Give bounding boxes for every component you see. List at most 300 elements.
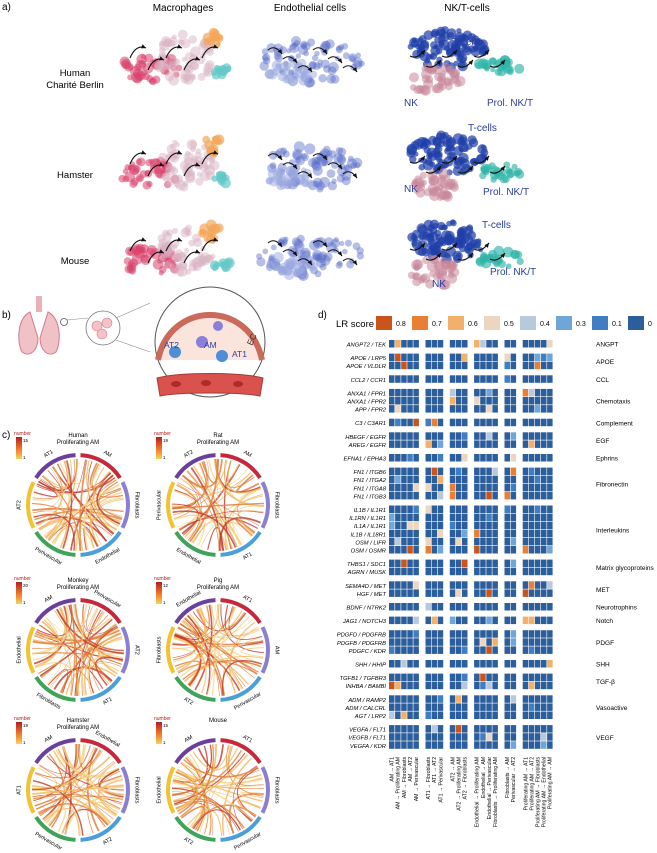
heatmap-cell (541, 354, 547, 362)
chord-segment-label: Endothelial (175, 589, 203, 609)
heatmap-cell (492, 568, 498, 576)
heatmap-cell (547, 646, 553, 654)
heatmap-cell (474, 397, 480, 405)
heatmap-cell (450, 492, 456, 500)
heatmap-cell (474, 514, 480, 522)
heatmap-cell (541, 733, 547, 741)
umap-cell (136, 71, 146, 81)
heatmap-cell (474, 695, 480, 703)
heatmap-cell (450, 514, 456, 522)
legend-swatch (556, 316, 572, 330)
heatmap-cell (480, 405, 486, 413)
heatmap-cell (505, 660, 511, 668)
heatmap-cell (450, 725, 456, 733)
heatmap-cell (492, 468, 498, 476)
heatmap-cell (395, 638, 401, 646)
heatmap-cell (426, 560, 432, 568)
heatmap-column-label: AT1 → Perivascular (438, 756, 445, 803)
heatmap-cell (486, 725, 492, 733)
heatmap-cell (505, 674, 511, 682)
heatmap-cell (480, 454, 486, 462)
heatmap-cell (432, 703, 438, 711)
heatmap-cell (480, 530, 486, 538)
heatmap-cell (511, 630, 516, 638)
heatmap-cell (480, 646, 486, 654)
heatmap-cell (389, 560, 395, 568)
heatmap-cell (535, 741, 541, 749)
heatmap-cell (389, 725, 395, 733)
umap-cell (312, 161, 322, 171)
column-header-nkt: NK/T-cells (444, 3, 490, 14)
heatmap-column-label: AT1 → AT2 (432, 756, 439, 783)
umap-cell (195, 178, 203, 186)
heatmap-cell (511, 530, 516, 538)
heatmap-cell (426, 522, 432, 530)
chord-segment-label: Fibroblasts (156, 636, 163, 664)
heatmap-cell (462, 568, 468, 576)
heatmap-cell (432, 660, 438, 668)
umap-cell (517, 258, 524, 265)
heatmap-cell (505, 354, 511, 362)
heatmap-cell (389, 546, 395, 554)
heatmap-cell (407, 362, 413, 370)
heatmap-cell (541, 484, 547, 492)
heatmap-cell (547, 546, 553, 554)
umap-cell (430, 220, 439, 229)
heatmap-cell (486, 603, 492, 611)
umap-cell (164, 39, 172, 47)
umap-cell (165, 72, 174, 81)
heatmap-cell (395, 522, 401, 530)
lr-pair-label: VEGFB / FLT1 (348, 735, 386, 742)
umap-cell (512, 164, 518, 170)
heatmap-cell (492, 454, 498, 462)
heatmap-cell (413, 630, 419, 638)
heatmap-cell (486, 630, 492, 638)
heatmap-cell (529, 522, 535, 530)
lr-pair-label: FN1 / ITGA8 (353, 486, 386, 493)
heatmap-cell (432, 560, 438, 568)
heatmap-cell (395, 589, 401, 597)
chord-subtitle: Proliferating AM (56, 440, 100, 446)
number-colorbar (156, 582, 162, 604)
chord-segment-label: AT2 (102, 836, 114, 847)
heatmap-cell (547, 484, 553, 492)
lr-group-label: Chemotaxis (596, 398, 631, 406)
heatmap-cell (529, 454, 535, 462)
heatmap-cell (492, 581, 498, 589)
heatmap-cell (541, 630, 547, 638)
heatmap-cell (505, 506, 511, 514)
heatmap-cell (535, 695, 541, 703)
heatmap-cell (462, 617, 468, 625)
number-colorbar (156, 722, 162, 744)
heatmap-cell (523, 397, 529, 405)
umap-cell (143, 181, 152, 190)
heatmap-cell (480, 419, 486, 427)
heatmap-cell (462, 589, 468, 597)
heatmap-cell (456, 476, 462, 484)
heatmap-cell (462, 741, 468, 749)
heatmap-cell (462, 454, 468, 462)
heatmap-cell (480, 492, 486, 500)
heatmap-cell (511, 581, 516, 589)
heatmap-cell (480, 674, 486, 682)
heatmap-cell (523, 617, 529, 625)
heatmap-cell (535, 397, 541, 405)
heatmap-cell (450, 476, 456, 484)
heatmap-cell (438, 432, 444, 440)
heatmap-cell (401, 617, 407, 625)
heatmap-cell (426, 538, 432, 546)
heatmap-cell (426, 630, 432, 638)
lr-pair-label: ADM / CALCRL (345, 705, 386, 712)
umap-cell (349, 55, 356, 62)
umap-cell (408, 44, 414, 50)
umap-cell (124, 62, 133, 71)
heatmap-cell (462, 419, 468, 427)
heatmap-cell (401, 389, 407, 397)
umap-cell (294, 141, 305, 152)
heatmap-cell (395, 530, 401, 538)
lr-pair-label: SHH / HHIP (355, 662, 386, 669)
heatmap-cell (486, 492, 492, 500)
umap-cell (123, 168, 129, 174)
chord-segment-label: AT2 (16, 500, 23, 510)
heatmap-cell (426, 468, 432, 476)
heatmap-cell (541, 454, 547, 462)
heatmap-cell (450, 617, 456, 625)
heatmap-cell (541, 638, 547, 646)
heatmap-cell (462, 405, 468, 413)
colorbar-min: 1 (23, 740, 26, 745)
heatmap-cell (389, 630, 395, 638)
heatmap-cell (505, 603, 511, 611)
heatmap-cell (401, 514, 407, 522)
heatmap-cell (492, 682, 498, 690)
heatmap-cell (426, 546, 432, 554)
heatmap-cell (511, 568, 516, 576)
heatmap-cell (529, 660, 535, 668)
heatmap-cell (389, 589, 395, 597)
heatmap-cell (523, 603, 529, 611)
heatmap-cell (432, 468, 438, 476)
heatmap-cell (407, 674, 413, 682)
heatmap-cell (541, 695, 547, 703)
heatmap-cell (535, 405, 541, 413)
heatmap-cell (541, 560, 547, 568)
heatmap-cell (535, 733, 541, 741)
heatmap-cell (432, 733, 438, 741)
heatmap-cell (523, 733, 529, 741)
chord-segment-label: AT1 (241, 734, 253, 745)
heatmap-cell (407, 638, 413, 646)
heatmap-cell (535, 546, 541, 554)
lr-pair-label: IL1B / IL1R1 (353, 508, 386, 514)
heatmap-cell (389, 674, 395, 682)
heatmap-cell (492, 405, 498, 413)
heatmap-cell (456, 725, 462, 733)
heatmap-cell (432, 741, 438, 749)
heatmap-cell (505, 340, 511, 348)
heatmap-cell (462, 440, 468, 448)
heatmap-cell (523, 646, 529, 654)
heatmap-cell (401, 695, 407, 703)
heatmap-cell (535, 638, 541, 646)
chord-link (212, 604, 215, 695)
heatmap-cell (511, 741, 516, 749)
heatmap-cell (523, 660, 529, 668)
chord-segment-label: Endothelial (16, 636, 23, 664)
chord-segment (168, 627, 174, 673)
umap-cell (318, 251, 327, 260)
heatmap-cell (541, 546, 547, 554)
chord-segment-label: Perivascular (33, 831, 63, 852)
heatmap-cell (474, 375, 480, 383)
heatmap-cell (529, 589, 535, 597)
heatmap-cell (474, 638, 480, 646)
heatmap-cell (389, 712, 395, 720)
heatmap-cell (480, 340, 486, 348)
lr-pair-label: AREG / EGFR (348, 442, 386, 449)
heatmap-cell (438, 568, 444, 576)
chord-title: Monkey (67, 578, 89, 584)
lr-pair-label: HGF / MET (356, 591, 386, 598)
heatmap-cell (438, 476, 444, 484)
umap-cell (322, 41, 330, 49)
umap-cell (459, 239, 467, 247)
row-label-hamster: Hamster (57, 170, 93, 181)
row-label-mouse: Mouse (60, 256, 90, 267)
heatmap-cell (450, 484, 456, 492)
umap-cell (155, 62, 163, 70)
heatmap-cell (511, 646, 516, 654)
row-label-human-2: Charité Berlin (46, 80, 104, 91)
heatmap-cell (395, 741, 401, 749)
heatmap-cell (413, 603, 419, 611)
heatmap-cell (438, 538, 444, 546)
heatmap-cell (529, 389, 535, 397)
umap-cell (312, 55, 318, 61)
heatmap-cell (474, 646, 480, 654)
heatmap-cell (456, 603, 462, 611)
heatmap-cell (492, 630, 498, 638)
heatmap-cell (541, 725, 547, 733)
heatmap-cell (401, 589, 407, 597)
heatmap-cell (407, 397, 413, 405)
heatmap-column-label: AM → Fibroblasts (401, 756, 408, 799)
heatmap-cell (511, 419, 516, 427)
umap-cell (273, 252, 284, 263)
heatmap-cell (541, 375, 547, 383)
heatmap-cell (456, 712, 462, 720)
heatmap-cell (505, 725, 511, 733)
heatmap-cell (505, 546, 511, 554)
heatmap-cell (462, 397, 468, 405)
heatmap-cell (535, 375, 541, 383)
lr-score-title: LR score (336, 319, 375, 330)
heatmap-cell (426, 405, 432, 413)
heatmap-cell (413, 432, 419, 440)
heatmap-cell (389, 733, 395, 741)
lr-pair-label: APOE / LRP5 (350, 356, 386, 363)
heatmap-cell (426, 638, 432, 646)
heatmap-cell (456, 389, 462, 397)
heatmap-cell (547, 492, 553, 500)
umap-cell (431, 30, 438, 37)
number-label: number (154, 576, 171, 582)
heatmap-cell (535, 522, 541, 530)
heatmap-cell (511, 522, 516, 530)
heatmap-cell (438, 741, 444, 749)
umap-cell (178, 30, 188, 40)
heatmap-cell (432, 340, 438, 348)
umap-cell (216, 171, 225, 180)
heatmap-cell (511, 603, 516, 611)
heatmap-cell (474, 530, 480, 538)
umap-cell (441, 251, 448, 258)
column-header-macrophages: Macrophages (152, 3, 214, 14)
heatmap-cell (474, 546, 480, 554)
lr-pair-label: JAG1 / NOTCH3 (342, 619, 386, 626)
heatmap-cell (389, 405, 395, 413)
heatmap-cell (426, 646, 432, 654)
lr-group-label: ANGPT (596, 341, 619, 349)
lr-pair-label: ANXA1 / FPR2 (347, 399, 386, 406)
heatmap-cell (395, 546, 401, 554)
heatmap-cell (486, 695, 492, 703)
number-label: number (154, 716, 171, 722)
heatmap-cell (505, 538, 511, 546)
heatmap-column-label: Proliferating AM → Fibroblasts (535, 756, 542, 827)
heatmap-cell (389, 397, 395, 405)
heatmap-cell (547, 617, 553, 625)
heatmap-cell (486, 354, 492, 362)
heatmap-cell (486, 589, 492, 597)
heatmap-cell (413, 682, 419, 690)
umap-cell (129, 161, 135, 167)
heatmap-cell (529, 530, 535, 538)
heatmap-cell (438, 375, 444, 383)
lr-pair-label: AGT / LRP2 (354, 714, 386, 720)
umap-cell (439, 192, 447, 200)
lr-pair-label: APOE / VLDLR (346, 364, 386, 371)
heatmap-cell (407, 568, 413, 576)
heatmap-cell (450, 419, 456, 427)
umap-cell (209, 159, 215, 165)
heatmap-cell (407, 617, 413, 625)
heatmap-cell (535, 560, 541, 568)
umap-cell (271, 245, 277, 251)
heatmap-cell (492, 514, 498, 522)
heatmap-cell (389, 484, 395, 492)
lung-schematic (19, 287, 265, 397)
umap-cell (449, 181, 456, 188)
umap-cell (185, 173, 195, 183)
heatmap-cell (505, 492, 511, 500)
lr-group-label: CCL (596, 376, 610, 384)
heatmap-cell (450, 506, 456, 514)
heatmap-cell (541, 440, 547, 448)
umap-cell (469, 239, 477, 247)
umap-cell (437, 41, 444, 48)
lr-pair-label: IL1B / IL18R1 (350, 532, 386, 539)
heatmap-cell (547, 397, 553, 405)
umap-cell (267, 69, 278, 80)
heatmap-cell (523, 468, 529, 476)
lr-pair-label: C3 / C3AR1 (355, 421, 386, 428)
umap-cell (304, 143, 315, 154)
chord-subtitle: Proliferating AM (196, 440, 240, 446)
umap-cell (490, 170, 500, 180)
heatmap-cell (547, 638, 553, 646)
heatmap-cell (547, 703, 553, 711)
heatmap-cell (492, 712, 498, 720)
heatmap-cell (547, 695, 553, 703)
heatmap-cell (474, 440, 480, 448)
heatmap-cell (523, 546, 529, 554)
heatmap-cell (462, 546, 468, 554)
heatmap-cell (480, 660, 486, 668)
legend-swatch (520, 316, 536, 330)
heatmap-cell (395, 646, 401, 654)
colorbar-min: 1 (163, 455, 166, 460)
heatmap-cell (474, 603, 480, 611)
lr-group-label: Interleukins (596, 527, 630, 535)
heatmap-column-label: Proliferating AM → AM (547, 756, 554, 810)
chord-title: Human (68, 433, 88, 439)
heatmap-cell (535, 589, 541, 597)
heatmap-cell (426, 530, 432, 538)
heatmap-cell (529, 733, 535, 741)
heatmap-cell (432, 682, 438, 690)
chord-segment-label: Endothelial (156, 776, 163, 804)
heatmap-cell (492, 725, 498, 733)
heatmap-cell (438, 397, 444, 405)
umap-cell (286, 180, 294, 188)
heatmap-cell (547, 354, 553, 362)
colorbar-max: 12 (163, 583, 169, 588)
heatmap-cell (511, 476, 516, 484)
heatmap-cell (407, 581, 413, 589)
heatmap-cell (486, 389, 492, 397)
heatmap-cell (541, 568, 547, 576)
heatmap-cell (432, 389, 438, 397)
heatmap-cell (486, 682, 492, 690)
legend-label: 0 (648, 321, 652, 328)
heatmap-cell (462, 484, 468, 492)
lr-pair-label: IL1RN / IL1R1 (349, 516, 386, 523)
heatmap-cell (413, 695, 419, 703)
heatmap-cell (426, 440, 432, 448)
chord-segment-label: Endothelial (174, 547, 202, 566)
heatmap-cell (462, 530, 468, 538)
heatmap-cell (511, 617, 516, 625)
heatmap-cell (547, 725, 553, 733)
heatmap-cell (547, 674, 553, 682)
heatmap-cell (395, 432, 401, 440)
heatmap-cell (413, 660, 419, 668)
chord-segment-label: AM (102, 449, 113, 459)
heatmap-cell (407, 695, 413, 703)
heatmap-cell (401, 354, 407, 362)
umap-cell (159, 255, 165, 261)
umap-cell (162, 172, 171, 181)
lr-pair-label: SEMA4D / MET (345, 583, 386, 590)
heatmap-cell (541, 538, 547, 546)
heatmap-cell (541, 603, 547, 611)
heatmap-cell (511, 492, 516, 500)
